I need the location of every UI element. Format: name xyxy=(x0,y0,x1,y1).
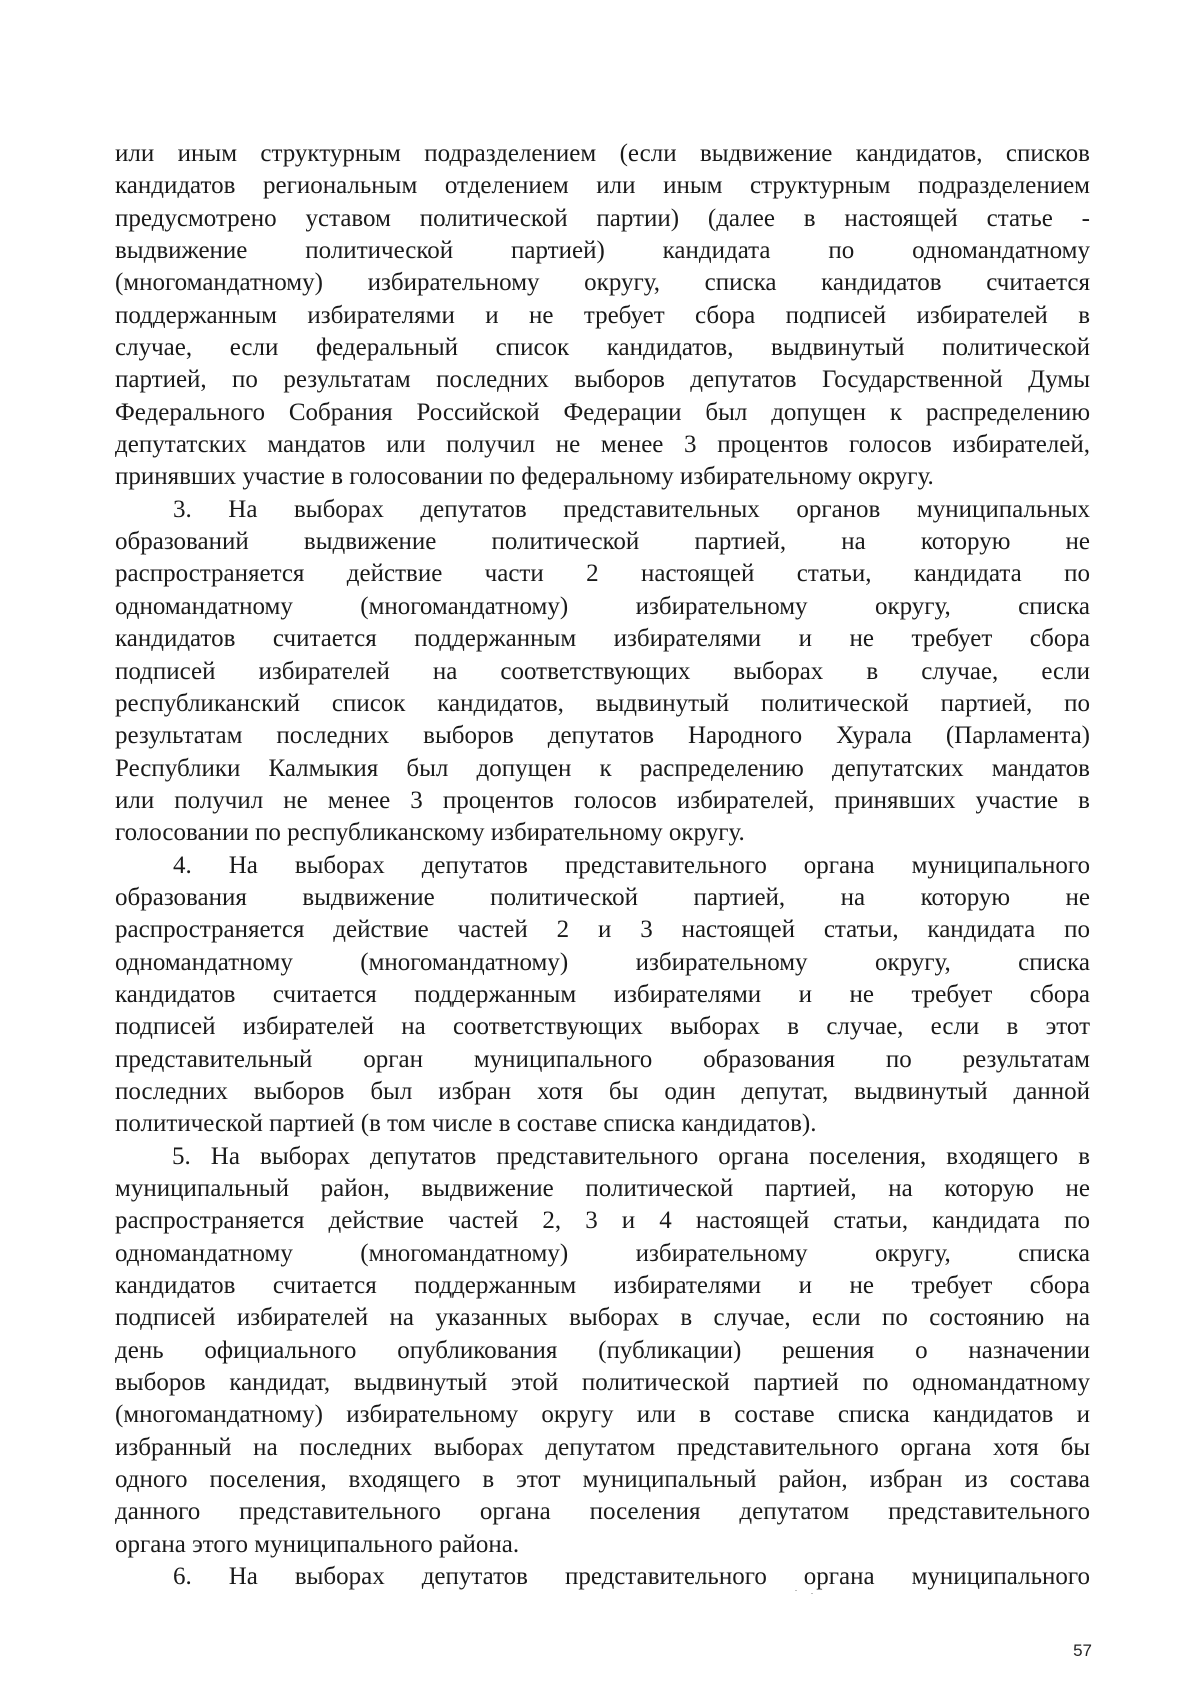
text-line: или иным структурным подразделением (если выдвижение кандидатов, списков xyxy=(115,140,1090,167)
text-line: данного представительного органа поселения депутатом представительного xyxy=(115,1498,1090,1526)
text-line: подписей избирателей на указанных выборах в случае, если по состоянию на xyxy=(115,1304,1090,1332)
body-text xyxy=(115,138,1090,1593)
text-line: предусмотрено уставом политической партии) (далее в настоящей статье - xyxy=(115,204,1090,232)
text-line: принявших участие в голосовании по федеральному избирательному округу. xyxy=(115,463,934,491)
text-line: или получил не менее 3 процентов голосов избирателей, принявших участие в xyxy=(115,786,1090,814)
text-line: распространяется действие частей 2 и 3 настоящей статьи, кандидата по xyxy=(115,916,1090,944)
text-line: поддержанным избирателями и не требует сбора подписей избирателей в xyxy=(115,301,1090,329)
text-line: депутатских мандатов или получил не менее 3 процентов голосов избирателей, xyxy=(115,431,1090,459)
text-line: Республики Калмыкия был допущен к распределению депутатских мандатов xyxy=(115,754,1090,782)
text-line: кандидатов считается поддержанным избирателями и не требует сбора xyxy=(115,625,1090,653)
text-line: органа этого муниципального района. xyxy=(115,1530,520,1558)
page-number: 57 xyxy=(1073,1641,1092,1660)
paragraph-3-first-line: 3. На выборах депутатов представительных органов муниципальных xyxy=(173,495,1090,523)
text-line: Федерального Собрания Российской Федерации был допущен к распределению xyxy=(115,398,1090,426)
text-line: (многомандатному) избирательному округу или в составе списка кандидатов и xyxy=(115,1401,1090,1429)
text-line: образований выдвижение политической партией, на которую не xyxy=(115,528,1090,556)
scan-artifact xyxy=(811,1593,813,1594)
text-line: последних выборов был избран хотя бы один депутат, выдвинутый данной xyxy=(115,1077,1090,1105)
text-line: одномандатному (многомандатному) избирательному округу, списка xyxy=(115,592,1090,620)
text-line: кандидатов региональным отделением или иным структурным подразделением xyxy=(115,172,1090,200)
text-line: республиканский список кандидатов, выдвинутый политической партией, по xyxy=(115,689,1090,717)
scan-artifact xyxy=(795,1590,797,1591)
text-line: политической партией (в том числе в составе списка кандидатов). xyxy=(115,1110,817,1138)
text-line: представительный орган муниципального образования по результатам xyxy=(115,1045,1090,1073)
text-line: выборов кандидат, выдвинутый этой политической партией по одномандатному xyxy=(115,1369,1090,1397)
text-line: избранный на последних выборах депутатом представительного органа хотя бы xyxy=(115,1433,1090,1461)
text-line: кандидатов считается поддержанным избирателями и не требует сбора xyxy=(115,1272,1090,1300)
text-line: (многомандатному) избирательному округу, списка кандидатов считается xyxy=(115,269,1090,297)
paragraph-6-first-line: 6. На выборах депутатов представительного органа муниципального xyxy=(173,1563,1090,1591)
text-line: одномандатному (многомандатному) избирательному округу, списка xyxy=(115,1239,1090,1267)
text-line: кандидатов считается поддержанным избирателями и не требует сбора xyxy=(115,980,1090,1008)
text-line: подписей избирателей на соответствующих выборах в случае, если xyxy=(115,657,1090,685)
text-line: день официального опубликования (публикации) решения о назначении xyxy=(115,1336,1090,1364)
text-line: образования выдвижение политической партией, на которую не xyxy=(115,883,1090,911)
text-line: одномандатному (многомандатному) избирательному округу, списка xyxy=(115,948,1090,976)
text-line: муниципальный район, выдвижение политической партией, на которую не xyxy=(115,1175,1090,1202)
text-line: партией, по результатам последних выборов депутатов Государственной Думы xyxy=(115,366,1090,394)
text-line: распространяется действие частей 2, 3 и 4 настоящей статьи, кандидата по xyxy=(115,1207,1090,1235)
text-line: одного поселения, входящего в этот муниципальный район, избран из состава xyxy=(115,1466,1090,1494)
text-line: голосовании по республиканскому избирательному округу. xyxy=(115,819,745,847)
text-line: выдвижение политической партией) кандидата по одномандатному xyxy=(115,237,1090,265)
text-line: распространяется действие части 2 настоящей статьи, кандидата по xyxy=(115,560,1090,588)
text-line: случае, если федеральный список кандидатов, выдвинутый политической xyxy=(115,334,1090,362)
paragraph-4-first-line: 4. На выборах депутатов представительного органа муниципального xyxy=(173,851,1090,879)
text-line: подписей избирателей на соответствующих выборах в случае, если в этот xyxy=(115,1013,1090,1041)
paragraph-5-first-line: 5. На выборах депутатов представительного органа поселения, входящего в xyxy=(172,1142,1090,1170)
text-line: результатам последних выборов депутатов Народного Хурала (Парламента) xyxy=(115,722,1090,750)
